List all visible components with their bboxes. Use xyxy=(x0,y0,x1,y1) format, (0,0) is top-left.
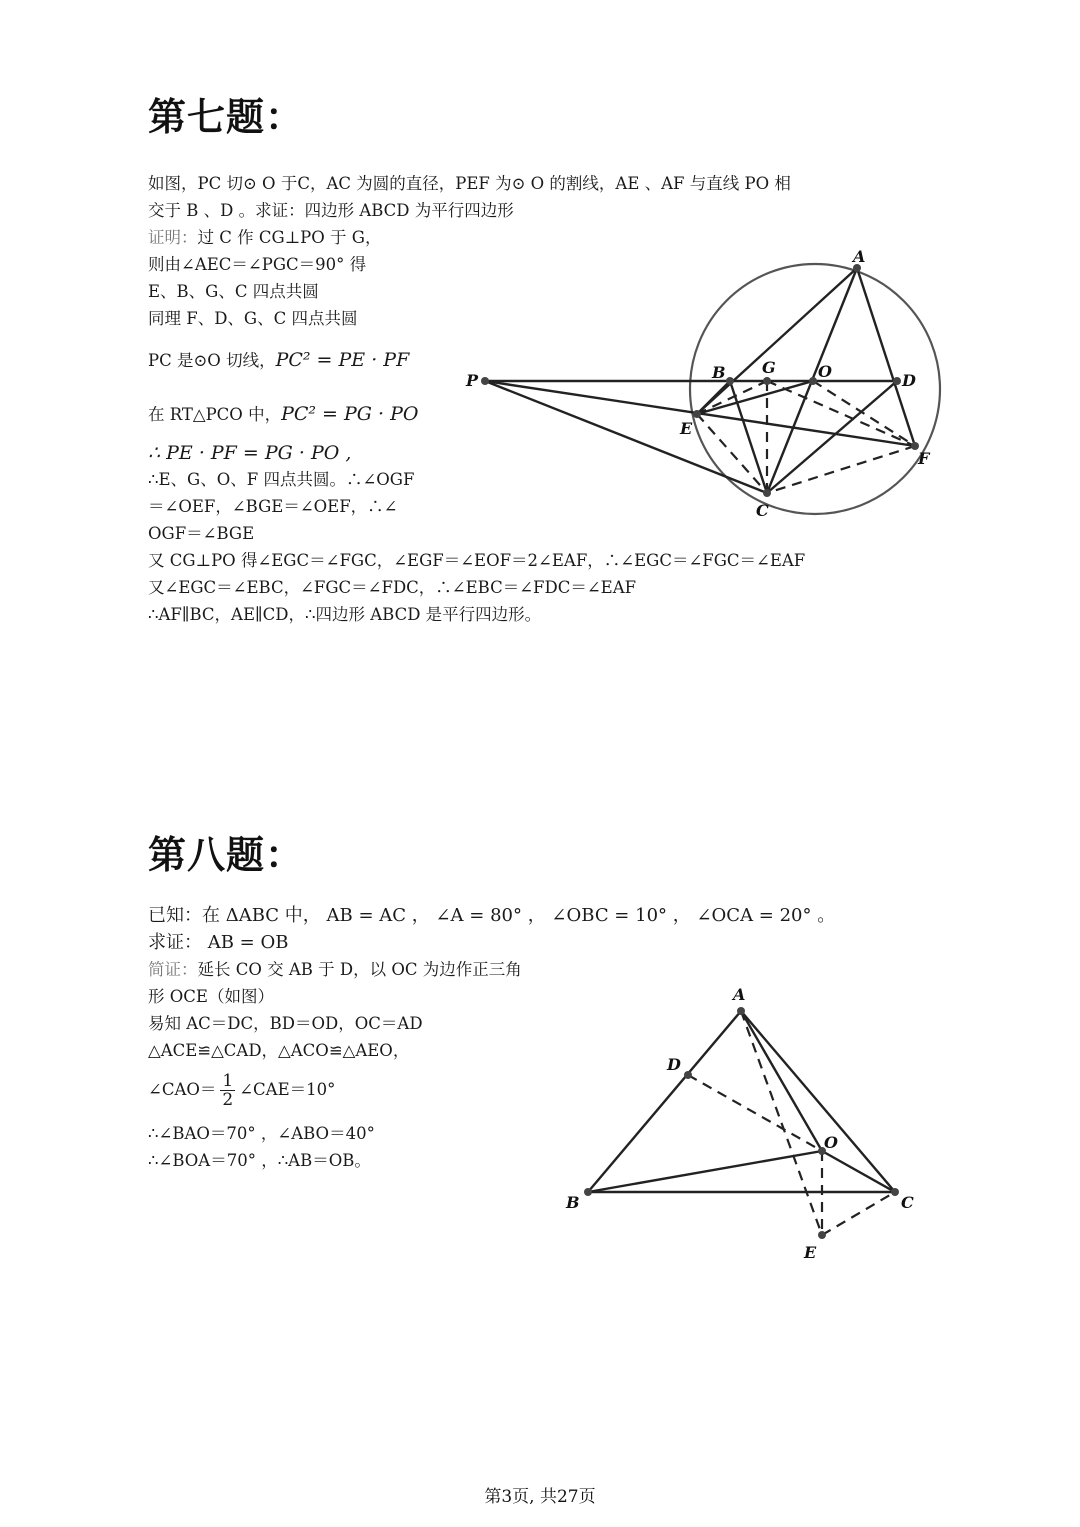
problem7-proof-line-10: ∴AF∥BC，AE∥CD，∴四边形 ABCD 是平行四边形。 xyxy=(148,605,542,624)
point-c xyxy=(763,489,771,497)
point-b xyxy=(726,377,734,385)
label-o: O xyxy=(818,362,832,381)
point-b xyxy=(584,1188,592,1196)
line-ao xyxy=(741,1011,822,1151)
problem7-proof-line-7: OGF＝∠BGE xyxy=(148,524,255,543)
problem7-statement-line-1: 如图，PC 切⊙ O 于C，AC 为圆的直径，PEF 为⊙ O 的割线，AE 、AF 与直线 PO 相 xyxy=(148,174,791,193)
problem8-proof-line-4: △ACE≌△CAD，△ACO≌△AEO， xyxy=(148,1041,410,1060)
label-o: O xyxy=(824,1133,838,1152)
problem7-proof-line-9: 又∠EGC＝∠EBC，∠FGC＝∠FDC，∴∠EBC＝∠FDC＝∠EAF xyxy=(148,578,637,597)
label-c: C xyxy=(901,1193,914,1212)
problem7-heading: 第七题： xyxy=(148,95,305,139)
label-b: B xyxy=(712,363,726,382)
problem8-statement-line-1: 已知：在 ΔABC 中， AB = AC ， ∠A = 80° ， ∠OBC = 10° ， ∠OCA = 20° 。 xyxy=(148,905,836,926)
point-e xyxy=(693,410,701,418)
line-ab xyxy=(588,1011,741,1192)
rt-prefix: 在 RT△PCO 中， xyxy=(148,405,282,424)
point-c xyxy=(891,1188,899,1196)
problem7-statement-line-2: 交于 B 、D 。求证：四边形 ABCD 为平行四边形 xyxy=(148,201,514,220)
dash-ec xyxy=(822,1192,895,1235)
problem7-therefore-line: ∴ PE · PF = PG · PO , xyxy=(148,442,352,464)
label-e: E xyxy=(680,419,693,438)
dash-do xyxy=(688,1075,822,1151)
problem7-proof-line-4: 同理 F、D、G、C 四点共圆 xyxy=(148,309,358,328)
page-footer: 第3页, 共27页 xyxy=(484,1487,596,1507)
problem8-proof-line-6: ∴∠BOA＝70° ，∴AB＝OB。 xyxy=(148,1151,371,1170)
line-ac xyxy=(741,1011,895,1192)
problem7-proof-line-8: 又 CG⊥PO 得∠EGC＝∠FGC，∠EGF＝∠EOF＝2∠EAF，∴∠EGC＝∠FGC＝∠EAF xyxy=(148,551,806,570)
problem7-proof-line-5: ∴E、G、O、F 四点共圆。∴∠OGF xyxy=(148,470,415,489)
label-c: C xyxy=(756,501,769,520)
problem8-geometry-figure xyxy=(0,960,1080,1280)
problem8-proof-line-2: 形 OCE（如图） xyxy=(148,987,274,1006)
problem7-proof-line-2: 则由∠AEC＝∠PGC＝90° 得 xyxy=(148,255,367,274)
cao-prefix: ∠CAO＝ xyxy=(148,1080,217,1099)
label-a: A xyxy=(733,985,746,1004)
problem8-proof-line-5: ∴∠BAO＝70° ，∠ABO＝40° xyxy=(148,1124,375,1143)
problem8-statement-line-2: 求证： AB = OB xyxy=(148,932,289,953)
proof-label: 证明： xyxy=(148,228,198,247)
label-f: F xyxy=(918,449,930,468)
point-d xyxy=(684,1071,692,1079)
line-af xyxy=(857,268,915,446)
fraction-denominator: 2 xyxy=(222,1090,234,1110)
label-d: D xyxy=(902,371,916,390)
point-d xyxy=(893,377,901,385)
problem7-proof-line-3: E、B、G、C 四点共圆 xyxy=(148,282,319,301)
dash-of xyxy=(813,381,915,446)
proof-label: 简证： xyxy=(148,960,198,979)
problem7-proof-line-6: ＝∠OEF，∠BGE＝∠OEF，∴∠ xyxy=(148,497,398,516)
label-g: G xyxy=(762,358,776,377)
point-o xyxy=(809,377,817,385)
line-bo xyxy=(588,1151,822,1192)
label-d: D xyxy=(667,1055,681,1074)
line-pc xyxy=(485,381,767,493)
problem7-geometry-figure xyxy=(0,0,1080,700)
point-a xyxy=(737,1007,745,1015)
line-oc xyxy=(822,1151,895,1192)
tangent-formula: PC² = PE · PF xyxy=(275,349,410,371)
point-g xyxy=(763,377,771,385)
line-bc xyxy=(730,381,767,493)
proof-text: 延长 CO 交 AB 于 D，以 OC 为边作正三角 xyxy=(197,960,522,979)
line-dc xyxy=(767,381,897,493)
tangent-prefix: PC 是⊙O 切线， xyxy=(148,351,276,370)
label-p: P xyxy=(466,371,479,390)
label-b: B xyxy=(566,1193,580,1212)
point-p xyxy=(481,377,489,385)
rt-formula: PC² = PG · PO xyxy=(281,403,419,425)
label-a: A xyxy=(853,247,866,266)
label-e: E xyxy=(804,1243,817,1262)
problem8-proof-line-3: 易知 AC＝DC，BD＝OD，OC＝AD xyxy=(148,1014,423,1033)
point-e xyxy=(818,1231,826,1239)
cao-suffix: ∠CAE＝10° xyxy=(239,1080,336,1099)
dash-ae xyxy=(741,1011,822,1235)
problem8-heading: 第八题： xyxy=(148,833,305,877)
fraction-numerator: 1 xyxy=(222,1071,234,1091)
proof-text: 过 C 作 CG⊥PO 于 G， xyxy=(197,228,382,247)
